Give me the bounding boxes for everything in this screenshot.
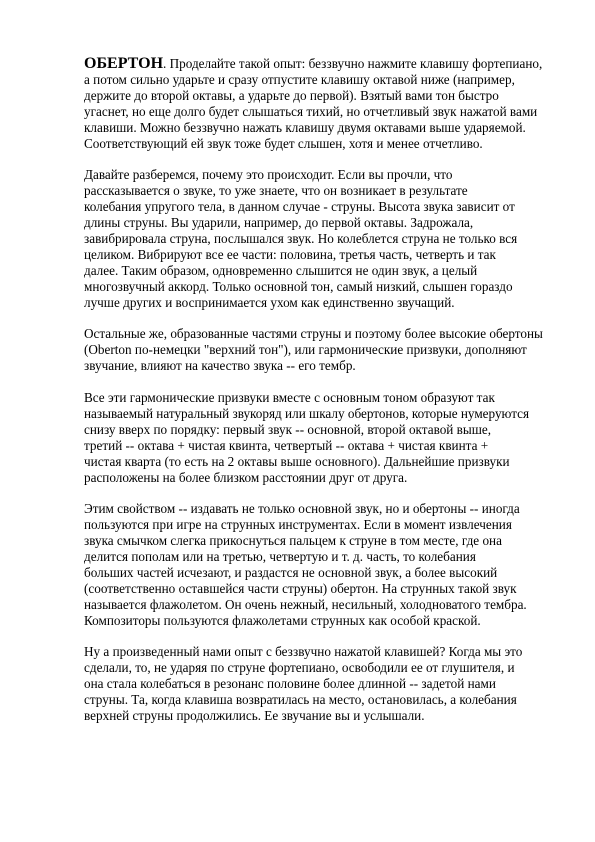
paragraph-6 [84, 644, 569, 724]
paragraph-5-line-2: пользуются при игре на струнных инструментах. Если в момент извлечения [84, 517, 512, 533]
paragraph-3 [84, 326, 569, 374]
paragraph-2-line-6: целиком. Вибрируют все ее части: половина, третья часть, четверть и так [84, 246, 496, 262]
paragraph-4-line-6: расположены на более близком расстоянии друг от друга. [84, 469, 408, 485]
paragraph-4-line-1: Все эти гармонические призвуки вместе с основным тоном образуют так [84, 389, 495, 405]
paragraph-2-line-1: Давайте разберемся, почему это происходит. Если вы прочли, что [84, 167, 453, 183]
paragraph-6-line-1: Ну а произведенный нами опыт с беззвучно нажатой клавишей? Когда мы это [84, 644, 523, 660]
paragraph-1-line-5: клавиши. Можно беззвучно нажать клавишу двумя октавами выше ударяемой. [84, 119, 526, 135]
paragraph-1 [84, 56, 569, 151]
paragraph-1-line-6: Соответствующий ей звук тоже будет слышен, хотя и менее отчетливо. [84, 135, 483, 151]
paragraph-4-line-2: называемый натуральный звукоряд или шкалу обертонов, которые нумеруются [84, 405, 530, 421]
paragraph-6-line-4: струны. Та, когда клавиша возвратилась на место, остановилась, а колебания [84, 692, 517, 708]
paragraph-2 [84, 167, 569, 310]
paragraph-1-line-3: держите до второй октавы, а ударьте до первой). Взятый вами тон быстро [84, 87, 499, 103]
paragraph-6-line-5: верхней струны продолжились. Ее звучание вы и услышали. [84, 708, 425, 724]
paragraph-1-line-2: а потом сильно ударьте и сразу отпустите клавишу октавой ниже (например, [84, 71, 515, 87]
paragraph-4-line-5: чистая кварта (то есть на 2 октавы выше основного). Дальнейшие призвуки [84, 453, 510, 469]
paragraph-5-line-6: (соответственно оставшейся части струны) обертон. На струнных такой звук [84, 580, 517, 596]
document-heading: ОБЕРТОН [84, 55, 164, 72]
paragraph-6-line-3: она стала колебаться в резонанс половине более длинной -- задетой нами [84, 676, 496, 692]
paragraph-3-line-3: звучание, влияют на качество звука -- его тембр. [84, 358, 356, 374]
paragraph-2-line-4: длины струны. Вы ударили, например, до первой октавы. Задрожала, [84, 215, 474, 231]
paragraph-2-line-3: колебания упругого тела, в данном случае - струны. Высота звука зависит от [84, 199, 515, 215]
paragraph-5-line-3: звука смычком слегка прикоснуться пальцем к струне в том месте, где она [84, 533, 502, 549]
paragraph-5-line-1: Этим свойством -- издавать не только основной звук, но и обертоны -- иногда [84, 501, 520, 517]
paragraph-5 [84, 501, 569, 628]
paragraph-1-line-1: . Проделайте такой опыт: беззвучно нажмите клавишу фортепиано, [163, 56, 543, 71]
paragraph-3-line-2: (Oberton по-немецки "верхний тон"), или гармонические призвуки, дополняют [84, 342, 527, 358]
paragraph-5-line-5: больших частей исчезают, и раздастся не основной звук, а более высокий [84, 564, 498, 580]
paragraph-4-line-4: третий -- октава + чистая квинта, четвертый -- октава + чистая квинта + [84, 437, 489, 453]
paragraph-4-line-3: снизу вверх по порядку: первый звук -- основной, второй октавой выше, [84, 421, 492, 437]
paragraph-2-line-5: завибрировала струна, послышался звук. Но колеблется струна не только вся [84, 230, 518, 246]
document-body [84, 56, 569, 740]
paragraph-1-line-4: угаснет, но еще долго будет слышаться тихий, но отчетливый звук нажатой вами [84, 103, 538, 119]
paragraph-2-line-2: рассказывается о звуке, то уже знаете, что он возникает в результате [84, 183, 468, 199]
paragraph-2-line-7: далее. Таким образом, одновременно слышится не один звук, а целый [84, 262, 478, 278]
paragraph-5-line-4: делится пополам или на третью, четвертую и т. д. часть, то колебания [84, 549, 476, 565]
paragraph-5-line-8: Композиторы пользуются флажолетами струнных как особой краской. [84, 612, 481, 628]
paragraph-5-line-7: называется флажолетом. Он очень нежный, несильный, холодноватого тембра. [84, 596, 527, 612]
paragraph-2-line-8: многозвучный аккорд. Только основной тон, самый низкий, слышен гораздо [84, 278, 513, 294]
paragraph-4 [84, 390, 569, 485]
paragraph-3-line-1: Остальные же, образованные частями струны и поэтому более высокие обертоны [84, 326, 543, 342]
paragraph-6-line-2: сделали, то, не ударяя по струне фортепиано, освободили ее от глушителя, и [84, 660, 515, 676]
paragraph-2-line-9: лучше других и воспринимается ухом как единственно звучащий. [84, 294, 455, 310]
